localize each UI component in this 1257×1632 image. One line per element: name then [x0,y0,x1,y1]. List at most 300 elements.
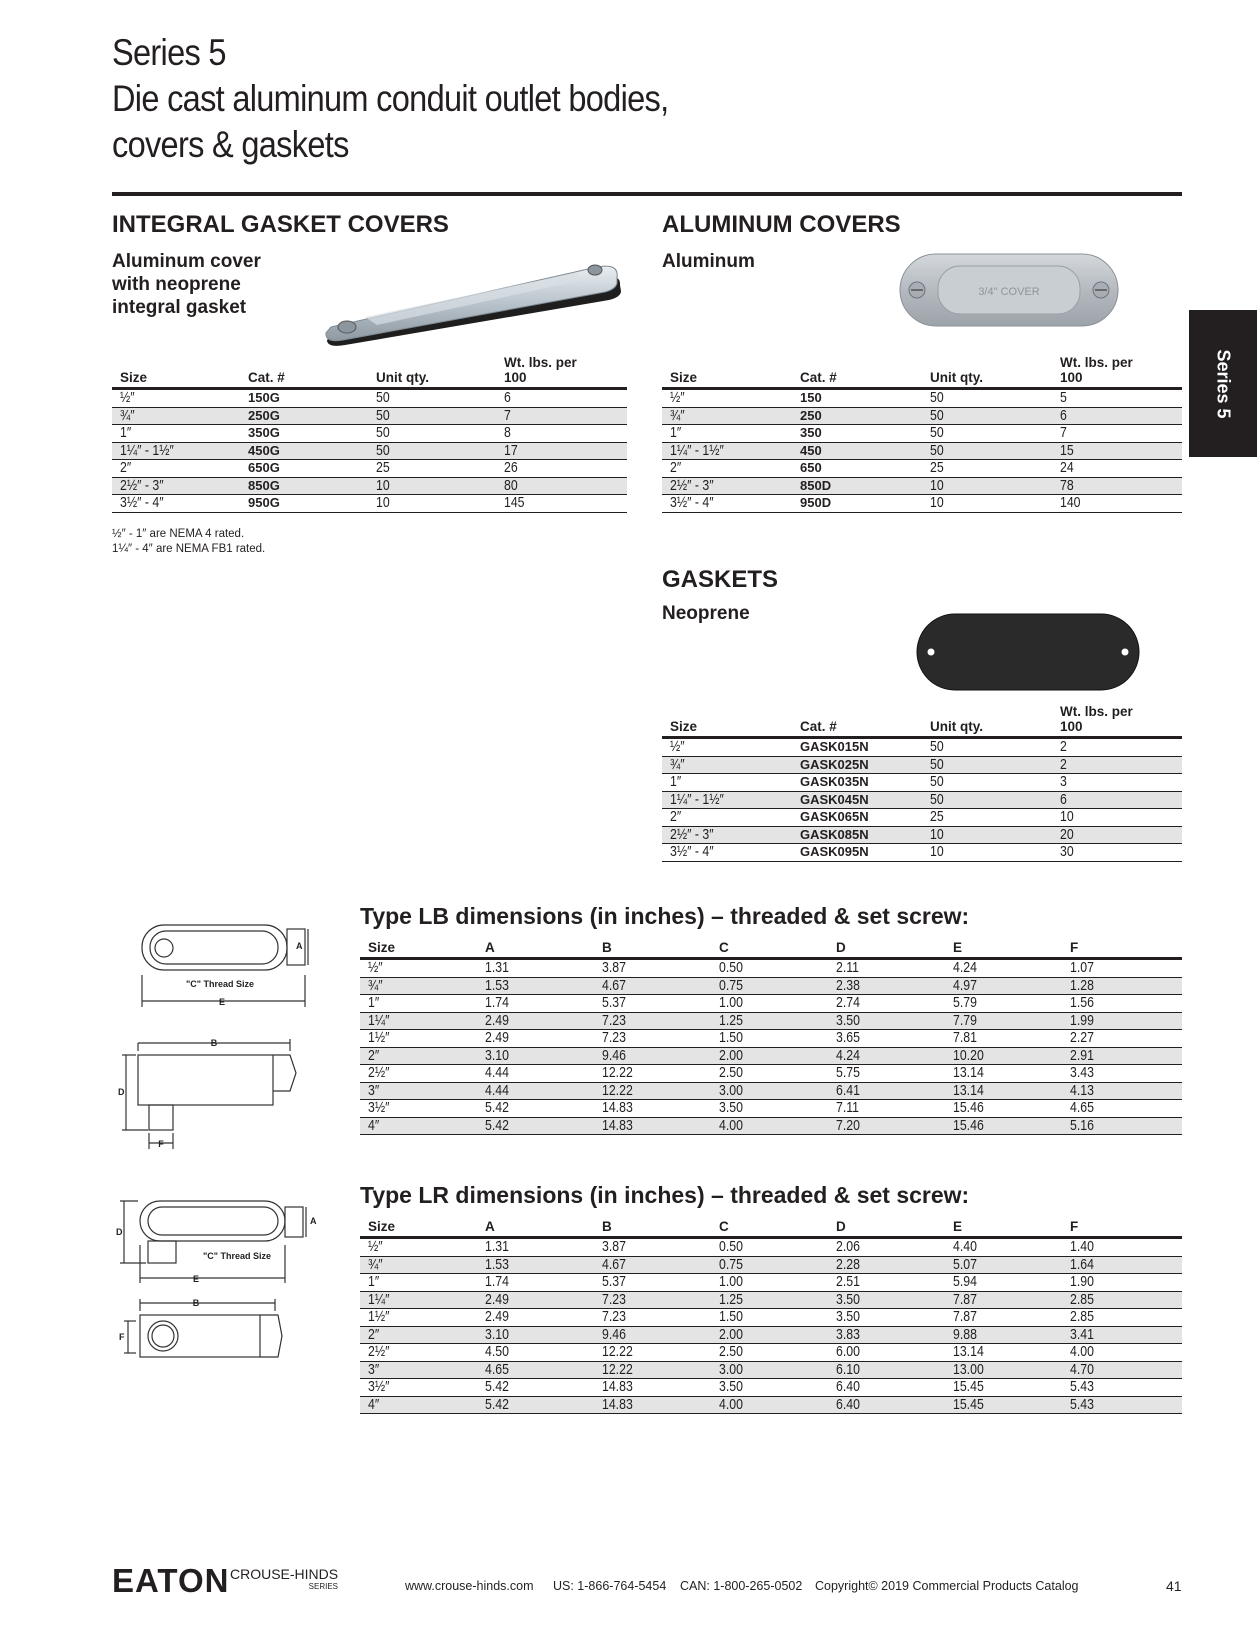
table-cell: 4.40 [945,1238,1062,1257]
crouse-hinds-series: SERIES [308,1582,338,1591]
table-cell: 10 [922,495,1052,513]
table-cell: 7.81 [945,1030,1062,1048]
table-cell: 3.10 [477,1326,594,1344]
table-cell: 2.50 [711,1344,828,1362]
table-cell: 1¼″ - 1½″ [112,442,240,460]
table-cell: 8 [496,425,627,443]
table-cell: 4.65 [1062,1100,1182,1118]
table-cell: GASK015N [792,738,922,757]
table-cell: 9.46 [594,1326,711,1344]
aluminum-subheading: Aluminum [662,251,755,272]
table-cell: 10 [922,477,1052,495]
table-cell: 50 [922,756,1052,774]
table-cell: 0.75 [711,1256,828,1274]
lb-label-f: F [158,1139,164,1149]
table-row [112,477,627,495]
table-cell: 5.42 [477,1379,594,1397]
footer-website[interactable]: www.crouse-hinds.com [405,1579,534,1593]
table-row [662,425,1182,443]
table-cell: 5.42 [477,1100,594,1118]
table-cell: 25 [922,809,1052,827]
table-cell: 1.40 [1062,1238,1182,1257]
column-header: E [953,940,963,955]
table-cell: 5.94 [945,1274,1062,1292]
table-cell: 50 [922,425,1052,443]
table-cell: 6.40 [828,1379,945,1397]
table-cell: 950G [240,495,368,513]
crouse-hinds-label: CROUSE-HINDS [230,1566,339,1582]
aluminum-table [662,355,1182,513]
lb-heading: Type LB dimensions (in inches) – threaded & set screw: [360,903,970,929]
col-size: Size [670,370,698,385]
table-cell: 2.28 [828,1256,945,1274]
integral-cover-image [325,255,625,350]
table-row [112,407,627,425]
table-cell: 4.50 [477,1344,594,1362]
table-cell: 50 [922,389,1052,408]
table-cell: 2½″ [360,1344,477,1362]
table-cell: 10 [368,477,496,495]
table-row [360,977,1182,995]
table-cell: 1″ [360,1274,477,1292]
table-cell: 7 [496,407,627,425]
table-cell: GASK035N [792,774,922,792]
table-cell: 4.65 [477,1361,594,1379]
table-row [360,1256,1182,1274]
table-cell: 3½″ [360,1100,477,1118]
table-cell: 7.87 [945,1309,1062,1327]
lr-label-e: E [192,1274,200,1284]
side-tab [1189,310,1257,457]
col-wt: Wt. lbs. per 100 [504,355,577,385]
table-cell: ½″ [360,1238,477,1257]
table-cell: 250 [792,407,922,425]
table-cell: 2½″ - 3″ [662,477,792,495]
table-cell: 80 [496,477,627,495]
table-cell: 3½″ [360,1379,477,1397]
table-row [662,407,1182,425]
table-cell: 4.44 [477,1082,594,1100]
table-row [360,1344,1182,1362]
table-cell: 7.87 [945,1291,1062,1309]
table-cell: ½″ [112,389,240,408]
column-header: E [953,1219,963,1234]
table-cell: 4″ [360,1396,477,1414]
table-row [662,809,1182,827]
column-header: A [485,1219,495,1234]
lr-thread-label: "C" Thread Size [202,1251,272,1261]
table-cell: GASK045N [792,791,922,809]
table-cell: 9.88 [945,1326,1062,1344]
table-cell: 3.50 [828,1309,945,1327]
col-cat: Cat. # [800,370,837,385]
table-cell: 4.00 [1062,1344,1182,1362]
table-cell: 1.53 [477,1256,594,1274]
table-cell: 850D [792,477,922,495]
lb-thread-label: "C" Thread Size [185,979,255,989]
table-cell: 1.00 [711,1274,828,1292]
table-row [360,1047,1182,1065]
lb-label-a: A [296,941,303,951]
table-cell: 25 [368,460,496,478]
col-wt: Wt. lbs. per 100 [1060,704,1133,734]
table-cell: 140 [1052,495,1182,513]
table-cell: 1¼″ - 1½″ [662,791,792,809]
table-cell: 1½″ [360,1030,477,1048]
table-row [360,1238,1182,1257]
table-cell: 1″ [662,774,792,792]
table-cell: 50 [922,407,1052,425]
column-header: D [836,1219,846,1234]
table-cell: 50 [368,425,496,443]
table-cell: 50 [922,774,1052,792]
integral-heading: INTEGRAL GASKET COVERS [112,211,449,238]
table-cell: 5.43 [1062,1379,1182,1397]
col-qty: Unit qty. [930,719,983,734]
table-cell: 5.16 [1062,1117,1182,1135]
table-cell: 0.50 [711,959,828,978]
table-cell: 3½″ - 4″ [112,495,240,513]
table-cell: 3.50 [711,1379,828,1397]
table-cell: 950D [792,495,922,513]
table-cell: 4.97 [945,977,1062,995]
table-cell: 14.83 [594,1100,711,1118]
table-cell: 4″ [360,1117,477,1135]
column-header: B [602,1219,612,1234]
table-cell: 4.13 [1062,1082,1182,1100]
table-cell: 2½″ - 3″ [112,477,240,495]
table-row [112,389,627,408]
crouse-hinds-mark [230,1566,338,1591]
table-cell: 3½″ - 4″ [662,495,792,513]
table-cell: 2.49 [477,1012,594,1030]
table-cell: 24 [1052,460,1182,478]
table-cell: 3.00 [711,1082,828,1100]
table-cell: 50 [368,407,496,425]
table-cell: 2″ [360,1326,477,1344]
table-row [360,1012,1182,1030]
table-cell: 50 [368,442,496,460]
lr-heading: Type LR dimensions (in inches) – threaded & set screw: [360,1182,970,1208]
integral-notes [112,527,265,557]
table-row [360,1291,1182,1309]
table-cell: 6.00 [828,1344,945,1362]
table-cell: 2.50 [711,1065,828,1083]
table-cell: 1.31 [477,959,594,978]
column-header: Size [368,940,396,955]
table-cell: 3.83 [828,1326,945,1344]
column-header: F [1070,1219,1079,1234]
table-cell: 7.11 [828,1100,945,1118]
table-row [662,389,1182,408]
table-cell: ½″ [360,959,477,978]
table-cell: 1.74 [477,1274,594,1292]
table-cell: 50 [922,738,1052,757]
table-cell: 2.00 [711,1047,828,1065]
table-cell: 30 [1052,844,1182,862]
table-cell: 5.75 [828,1065,945,1083]
lb-label-b: B [210,1038,218,1048]
table-cell: 1.56 [1062,995,1182,1013]
table-row [360,1309,1182,1327]
title-line-2: Die cast aluminum conduit outlet bodies, [112,78,669,119]
table-cell: 1.00 [711,995,828,1013]
column-header: B [602,940,612,955]
table-cell: 1.07 [1062,959,1182,978]
table-cell: 2.06 [828,1238,945,1257]
title-line-3: covers & gaskets [112,124,349,165]
table-cell: 450G [240,442,368,460]
table-cell: 2.11 [828,959,945,978]
table-row [360,1379,1182,1397]
table-cell: 2.74 [828,995,945,1013]
table-cell: 5 [1052,389,1182,408]
col-cat: Cat. # [248,370,285,385]
table-cell: 4.70 [1062,1361,1182,1379]
table-row [662,756,1182,774]
table-cell: 12.22 [594,1361,711,1379]
table-cell: 2½″ - 3″ [662,826,792,844]
table-cell: 5.43 [1062,1396,1182,1414]
table-cell: 7.20 [828,1117,945,1135]
col-wt: Wt. lbs. per 100 [1060,355,1133,385]
aluminum-cover-image [898,252,1120,328]
table-cell: 2½″ [360,1065,477,1083]
footer-can-phone: CAN: 1-800-265-0502 [680,1579,803,1593]
table-cell: 78 [1052,477,1182,495]
table-cell: 250G [240,407,368,425]
col-qty: Unit qty. [376,370,429,385]
footer-us-phone: US: 1-866-764-5454 [553,1579,667,1593]
table-cell: 10.20 [945,1047,1062,1065]
table-cell: 13.00 [945,1361,1062,1379]
table-cell: 2.51 [828,1274,945,1292]
table-cell: 3.50 [828,1012,945,1030]
table-cell: 2.85 [1062,1291,1182,1309]
table-cell: 3.65 [828,1030,945,1048]
table-cell: 2.85 [1062,1309,1182,1327]
table-row [662,738,1182,757]
table-cell: 2.49 [477,1030,594,1048]
table-cell: 3.87 [594,1238,711,1257]
table-cell: 3″ [360,1361,477,1379]
table-cell: 3.10 [477,1047,594,1065]
page-title [112,30,668,168]
column-header: A [485,940,495,955]
note-2: 1¼″ - 4″ are NEMA FB1 rated. [112,543,266,555]
col-size: Size [670,719,698,734]
table-cell: ¾″ [112,407,240,425]
table-cell: 12.22 [594,1344,711,1362]
integral-subheading: Aluminum cover with neoprene integral gasket [112,251,261,318]
table-cell: 6.41 [828,1082,945,1100]
table-cell: 650G [240,460,368,478]
table-cell: 4.44 [477,1065,594,1083]
table-cell: 13.14 [945,1065,1062,1083]
table-cell: 5.07 [945,1256,1062,1274]
table-cell: 12.22 [594,1082,711,1100]
table-cell: ¾″ [662,407,792,425]
table-cell: ¾″ [662,756,792,774]
table-cell: 2 [1052,738,1182,757]
table-cell: 17 [496,442,627,460]
table-cell: 7.23 [594,1030,711,1048]
table-cell: 2.00 [711,1326,828,1344]
table-cell: 850G [240,477,368,495]
table-cell: 1¼″ - 1½″ [662,442,792,460]
column-header: D [836,940,846,955]
table-cell: 6 [496,389,627,408]
table-row [112,425,627,443]
table-row [662,774,1182,792]
eaton-wordmark: EATON [112,1562,230,1599]
table-row [360,995,1182,1013]
table-cell: 2.49 [477,1291,594,1309]
col-size: Size [120,370,148,385]
lb-dimension-drawing [110,915,315,1155]
table-cell: 12.22 [594,1065,711,1083]
table-cell: 3½″ - 4″ [662,844,792,862]
table-cell: 15.45 [945,1379,1062,1397]
table-cell: 5.42 [477,1117,594,1135]
table-cell: 1.25 [711,1291,828,1309]
table-cell: ½″ [662,738,792,757]
lb-label-d: D [118,1087,125,1097]
table-row [662,495,1182,513]
table-cell: 6 [1052,791,1182,809]
table-cell: 15.45 [945,1396,1062,1414]
table-cell: 1¼″ [360,1291,477,1309]
table-cell: 3.41 [1062,1326,1182,1344]
lr-table [360,1219,1182,1414]
table-row [360,1326,1182,1344]
table-cell: 7.23 [594,1012,711,1030]
col-qty: Unit qty. [930,370,983,385]
table-cell: 350G [240,425,368,443]
table-row [360,1082,1182,1100]
table-cell: 7.23 [594,1291,711,1309]
table-cell: 10 [1052,809,1182,827]
table-cell: 5.42 [477,1396,594,1414]
table-cell: 15 [1052,442,1182,460]
column-header: C [719,940,729,955]
table-cell: 6.40 [828,1396,945,1414]
table-cell: 1″ [112,425,240,443]
table-cell: 26 [496,460,627,478]
table-cell: 7 [1052,425,1182,443]
table-cell: 3.50 [828,1291,945,1309]
table-cell: 6 [1052,407,1182,425]
table-cell: 0.75 [711,977,828,995]
table-cell: 9.46 [594,1047,711,1065]
table-cell: 650 [792,460,922,478]
table-row [662,460,1182,478]
table-row [662,844,1182,862]
table-cell: 5.37 [594,995,711,1013]
table-cell: 3″ [360,1082,477,1100]
table-cell: 14.83 [594,1396,711,1414]
lr-label-d: D [116,1227,123,1237]
table-row [360,1117,1182,1135]
table-cell: 25 [922,460,1052,478]
table-cell: GASK095N [792,844,922,862]
table-cell: 4.00 [711,1117,828,1135]
lr-label-b: B [192,1298,200,1308]
table-cell: 1.25 [711,1012,828,1030]
table-row [360,959,1182,978]
table-row [360,1361,1182,1379]
table-cell: 3.00 [711,1361,828,1379]
note-1: ½″ - 1″ are NEMA 4 rated. [112,528,245,540]
table-cell: 4.67 [594,1256,711,1274]
table-cell: 4.24 [828,1047,945,1065]
table-cell: 10 [922,826,1052,844]
table-row [360,1030,1182,1048]
table-cell: 5.37 [594,1274,711,1292]
table-cell: 5.79 [945,995,1062,1013]
table-cell: 7.79 [945,1012,1062,1030]
table-cell: 1″ [662,425,792,443]
footer-copyright: Copyright© 2019 Commercial Products Catalog [815,1579,1079,1593]
table-cell: 1.90 [1062,1274,1182,1292]
title-line-1: Series 5 [112,32,226,73]
title-rule [112,192,1182,196]
lr-label-f: F [119,1332,125,1342]
table-cell: 1.28 [1062,977,1182,995]
table-cell: 15.46 [945,1100,1062,1118]
eaton-logo [112,1562,229,1600]
table-cell: 13.14 [945,1344,1062,1362]
table-cell: 1″ [360,995,477,1013]
table-cell: 10 [368,495,496,513]
table-cell: 145 [496,495,627,513]
table-cell: 50 [922,791,1052,809]
table-row [112,442,627,460]
table-row [360,1065,1182,1083]
table-cell: 20 [1052,826,1182,844]
table-row [112,495,627,513]
plate-text: 3/4" COVER [978,286,1040,298]
table-cell: 13.14 [945,1082,1062,1100]
table-cell: 2.91 [1062,1047,1182,1065]
table-cell: 14.83 [594,1379,711,1397]
table-cell: 4.24 [945,959,1062,978]
table-cell: 1.53 [477,977,594,995]
table-cell: 1¼″ [360,1012,477,1030]
side-tab-label: Series 5 [1213,348,1234,419]
table-cell: 2.27 [1062,1030,1182,1048]
table-cell: 3 [1052,774,1182,792]
table-cell: 7.23 [594,1309,711,1327]
table-cell: 1.50 [711,1030,828,1048]
table-cell: 2″ [662,809,792,827]
table-cell: 2″ [662,460,792,478]
table-cell: 3.50 [711,1100,828,1118]
table-cell: 4.67 [594,977,711,995]
table-cell: GASK085N [792,826,922,844]
table-row [360,1274,1182,1292]
lr-dimension-drawing [110,1193,315,1368]
table-cell: GASK065N [792,809,922,827]
gaskets-heading: GASKETS [662,566,779,593]
table-cell: 6.10 [828,1361,945,1379]
table-cell: ¾″ [360,977,477,995]
table-cell: 50 [368,389,496,408]
col-cat: Cat. # [800,719,837,734]
table-cell: 2.38 [828,977,945,995]
table-cell: 0.50 [711,1238,828,1257]
table-row [662,442,1182,460]
